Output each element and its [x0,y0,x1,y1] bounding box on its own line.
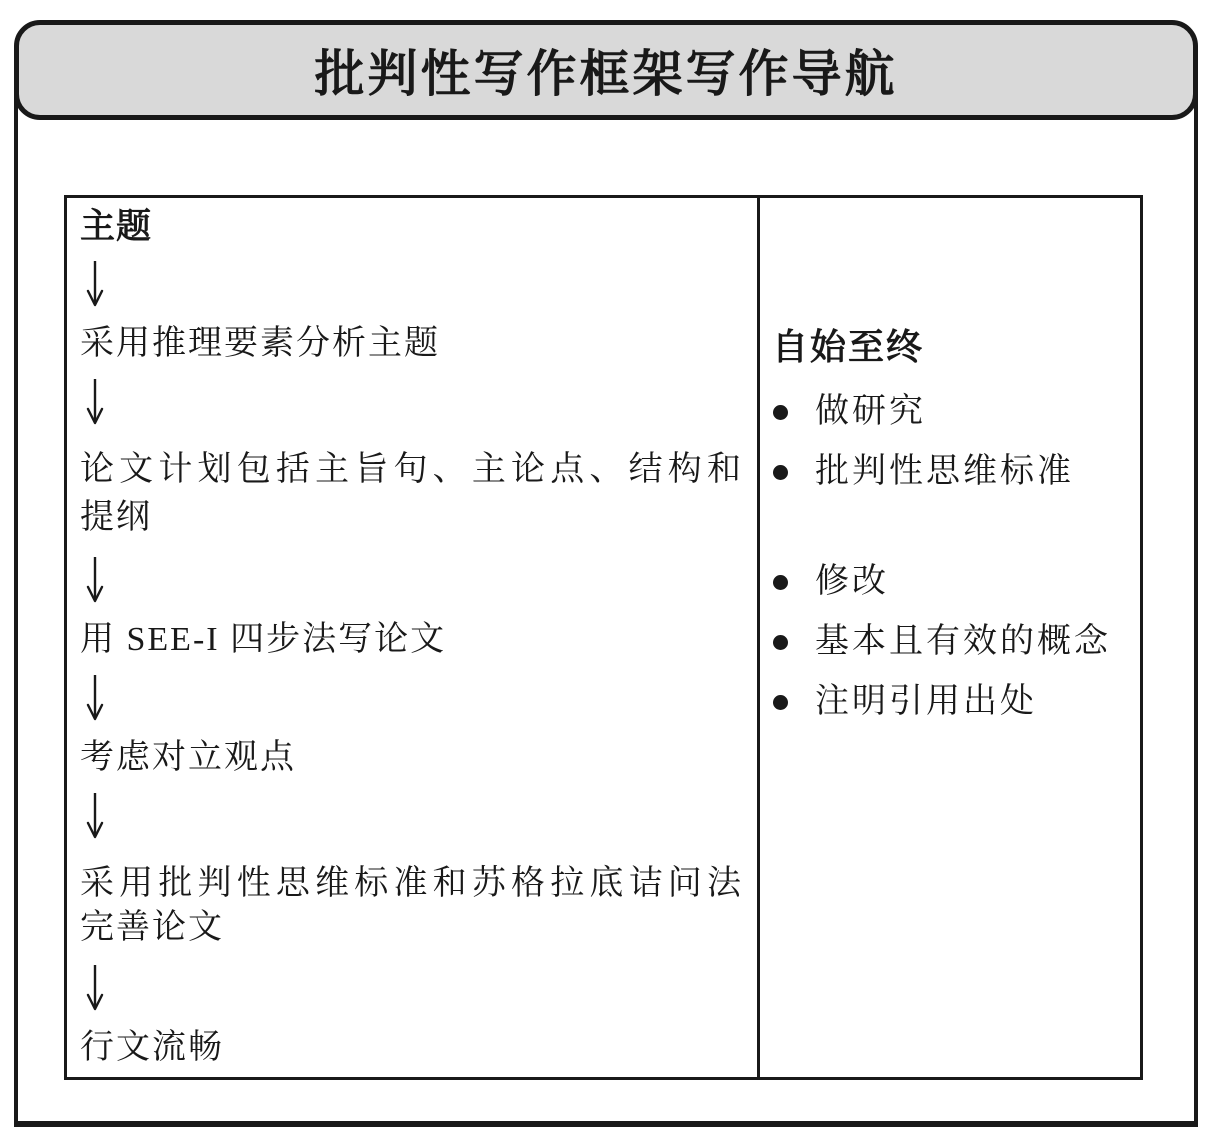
sidebar-column [760,198,1140,1077]
flow-step [80,324,743,364]
bullet-icon [773,695,788,710]
list-item-label: 注明引用出处 [815,683,1037,720]
bullet-icon [773,465,788,480]
flow-column [67,198,760,1077]
flow-step-label: 采用推理要素分析主题 [80,325,440,362]
flow-step-label: 论文计划包括主旨句、主论点、结构和 [80,451,743,488]
flow-step-label: 行文流畅 [80,1029,224,1066]
bullet-group [772,392,1132,512]
flow-step [80,738,743,778]
title-bar [14,20,1198,120]
down-arrow-icon [82,964,743,1012]
list-item-label: 做研究 [815,393,926,430]
flow-step [80,620,743,660]
flow-step [80,862,743,950]
down-arrow-icon [82,674,743,722]
flow-step-label: 提纲 [80,499,152,536]
flow-step [80,446,743,542]
down-arrow-icon [82,260,743,308]
bullet-icon [773,405,788,420]
flow-step-label: 用 SEE-I 四步法写论文 [80,621,447,658]
bullet-icon [773,575,788,590]
down-arrow-icon [82,556,743,604]
page-title: 批判性写作框架写作导航 [314,46,898,102]
list-item [772,562,1132,602]
list-item-label: 批判性思维标准 [815,453,1074,490]
list-item [772,622,1132,662]
down-arrow-icon [82,378,743,426]
flow-step-label: 完善论文 [80,909,224,946]
flow-start-node: 主题 [80,207,153,246]
list-item [772,392,1132,432]
bullet-group [772,562,1132,742]
down-arrow-icon [82,792,743,840]
list-item [772,452,1132,492]
flow-panel [64,195,1143,1080]
list-item-label: 基本且有效的概念 [815,623,1111,660]
list-item [772,682,1132,722]
list-item-label: 修改 [815,563,889,600]
bullet-icon [773,635,788,650]
sidebar-heading: 自始至终 [772,326,925,367]
flow-step-label: 采用批判性思维标准和苏格拉底诘问法 [80,865,743,902]
flow-step [80,1028,743,1068]
flow-step-label: 考虑对立观点 [80,739,296,776]
